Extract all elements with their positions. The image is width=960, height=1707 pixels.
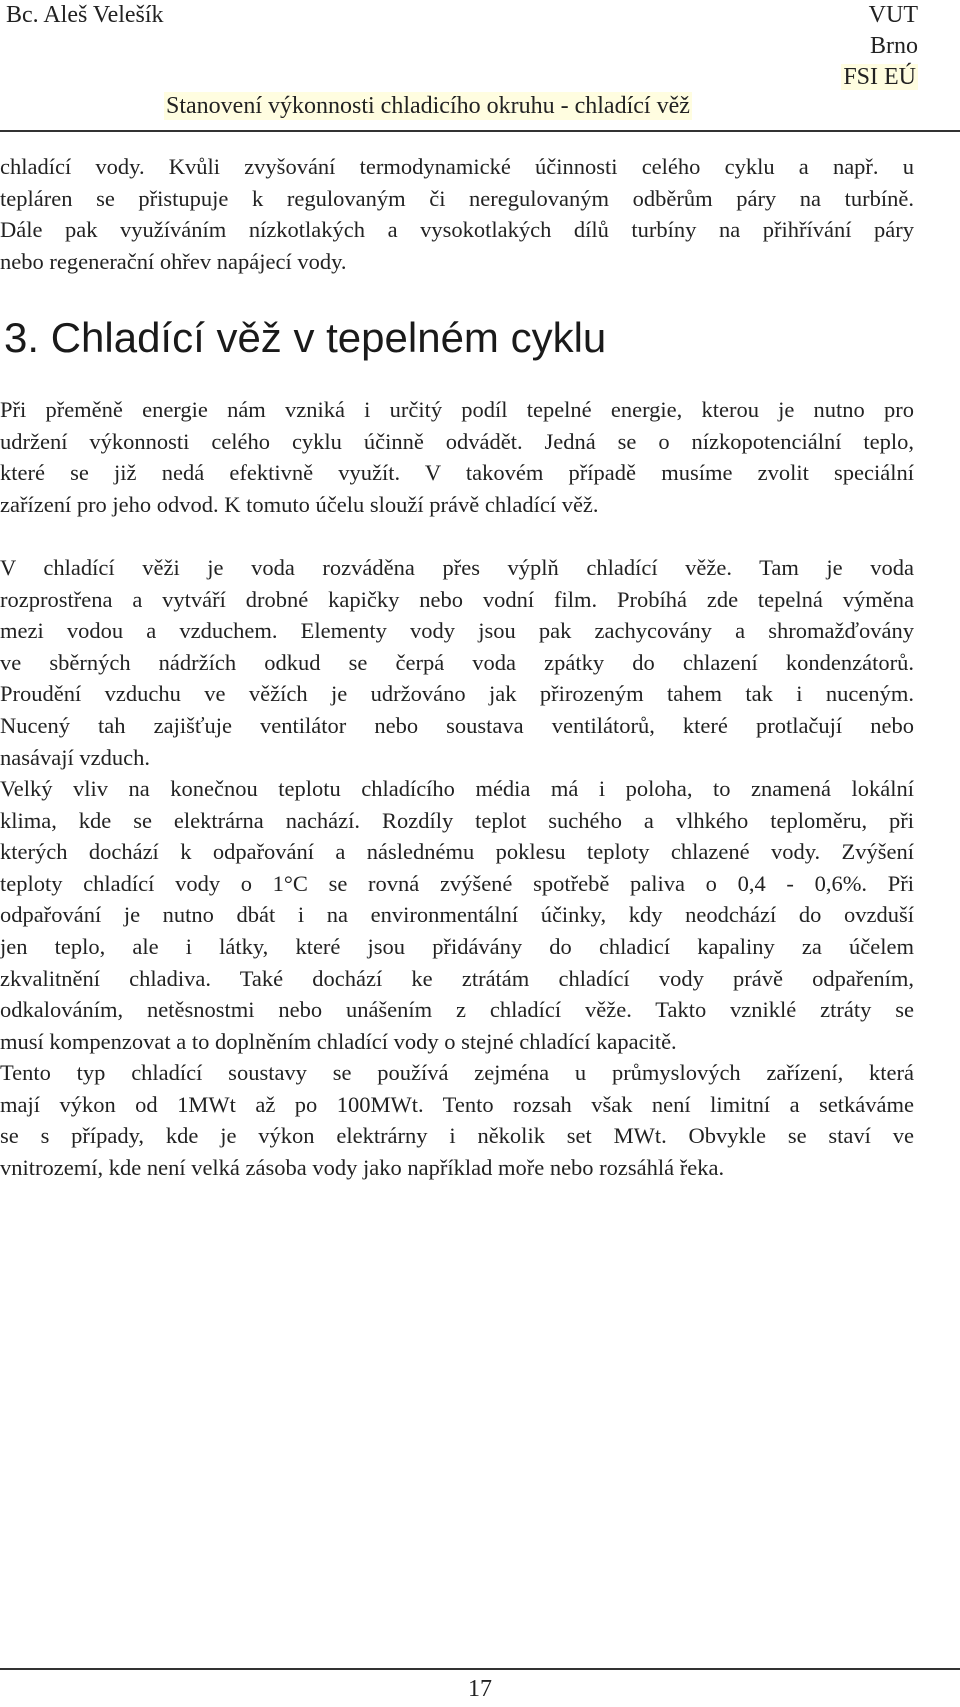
header-divider bbox=[0, 130, 960, 132]
text-line: V chladící věži je voda rozváděna přes výplň chladící věže. Tam je voda bbox=[0, 555, 914, 580]
page-number: 17 bbox=[468, 1676, 492, 1702]
text-line: zkvalitnění chladiva. Také dochází ke ztrátám chladící vody právě odpařením, bbox=[0, 965, 914, 991]
text-line: Při přeměně energie nám vzniká i určitý podíl tepelné energie, kterou je nutno pro bbox=[0, 397, 914, 422]
text-line: jen teplo, ale i látky, které jsou přidávány do chladicí kapaliny za účelem bbox=[0, 933, 914, 959]
text-line: mezi vodou a vzduchem. Elementy vody jsou pak zachycovány a shromažďovány bbox=[0, 618, 914, 644]
footer-divider bbox=[0, 1668, 960, 1670]
text-line: vnitrozemí, kde není velká zásoba vody jako například moře nebo rozsáhlá řeka. bbox=[0, 1154, 725, 1180]
text-line: Tento typ chladící soustavy se používá zejména u průmyslových zařízení, která bbox=[0, 1060, 914, 1085]
section-heading: 3. Chladící věž v tepelném cyklu bbox=[4, 314, 607, 361]
paragraph-3 bbox=[0, 773, 914, 1057]
text-line: se s případy, kde je výkon elektrárny i několik set MWt. Obvykle se staví ve bbox=[0, 1123, 914, 1149]
text-line: klima, kde se elektrárna nachází. Rozdíly teplot suchého a vlhkého teploměru, při bbox=[0, 807, 914, 833]
text-line: Proudění vzduchu ve věžích je udržováno jak přirozeným tahem tak i nuceným. bbox=[0, 681, 914, 707]
text-line: kterých dochází k odpařování a následnému poklesu teploty chlazené vody. Zvýšení bbox=[0, 839, 914, 865]
text-line: chladící vody. Kvůli zvyšování termodynamické účinnosti celého cyklu a např. u bbox=[0, 154, 914, 179]
header-subtitle: Stanovení výkonnosti chladicího okruhu - chladící věž bbox=[166, 93, 690, 119]
text-line: musí kompenzovat a to doplněním chladící vody o stejné chladící kapacitě. bbox=[0, 1028, 677, 1054]
text-line: Nucený tah zajišťuje ventilátor nebo soustava ventilátorů, které protlačují nebo bbox=[0, 712, 914, 738]
text-line: rozprostřena a vytváří drobné kapičky nebo vodní film. Probíhá zde tepelná výměna bbox=[0, 586, 914, 612]
text-line: odkalováním, netěsnostmi nebo unášením z chladící věže. Takto vzniklé ztráty se bbox=[0, 997, 914, 1023]
text-line: Velký vliv na konečnou teplotu chladícího média má i poloha, to znamená lokální bbox=[0, 776, 914, 801]
paragraph-1 bbox=[0, 394, 914, 520]
text-line: teploty chladící vody o 1°C se rovná zvýšené spotřebě paliva o 0,4 - 0,6%. Při bbox=[0, 870, 914, 896]
text-line: tepláren se přistupuje k regulovaným či neregulovaným odběrům páry na turbíně. bbox=[0, 185, 914, 211]
header-institution-line-3-text: FSI EÚ bbox=[843, 64, 916, 90]
header-institution bbox=[841, 0, 918, 93]
header-institution-line-3 bbox=[841, 62, 918, 93]
text-line: mají výkon od 1MWt až po 100MWt. Tento rozsah však není limitní a setkáváme bbox=[0, 1091, 914, 1117]
header-institution-line-1: VUT bbox=[868, 2, 918, 28]
header-institution-line-2: Brno bbox=[870, 33, 918, 59]
text-line: ve sběrných nádržích odkud se čerpá voda zpátky do chlazení kondenzátorů. bbox=[0, 649, 914, 675]
text-line: udržení výkonnosti celého cyklu účinně odvádět. Jedná se o nízkopotenciální teplo, bbox=[0, 428, 914, 454]
text-line: nasávají vzduch. bbox=[0, 744, 150, 770]
paragraph-2 bbox=[0, 552, 914, 773]
text-line: které se již nedá efektivně využít. V takovém případě musíme zvolit speciální bbox=[0, 460, 914, 486]
text-line: odpařování je nutno dbát i na environmentální účinky, kdy neodchází do ovzduší bbox=[0, 902, 914, 928]
paragraph-intro bbox=[0, 151, 914, 277]
paragraph-4 bbox=[0, 1057, 914, 1183]
text-line: Dále pak využíváním nízkotlakých a vysokotlakých dílů turbíny na přihřívání páry bbox=[0, 217, 914, 243]
header-author: Bc. Aleš Velešík bbox=[6, 2, 164, 28]
text-line: nebo regenerační ohřev napájecí vody. bbox=[0, 248, 347, 274]
text-line: zařízení pro jeho odvod. K tomuto účelu slouží právě chladící věž. bbox=[0, 491, 599, 517]
